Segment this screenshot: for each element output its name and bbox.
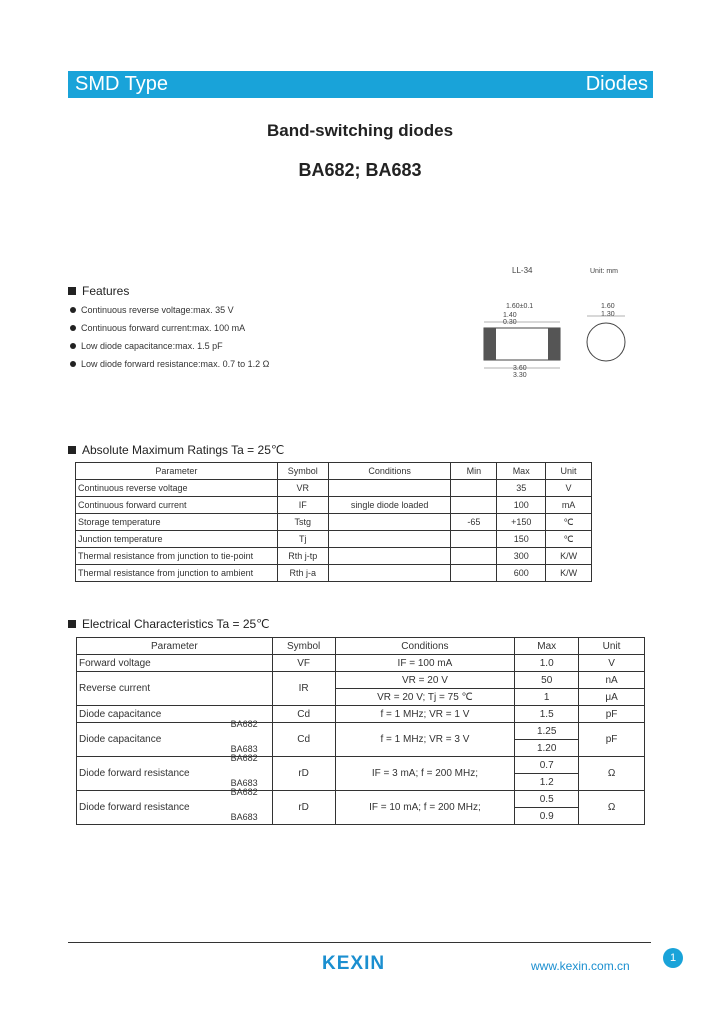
- table-row: 1.2: [77, 774, 645, 791]
- part-numbers: BA682; BA683: [298, 160, 422, 180]
- dim-len2: 3.30: [513, 372, 527, 379]
- dim-d1: 1.60±0.1: [506, 303, 534, 310]
- package-unit: Unit: mm: [590, 268, 618, 275]
- table-row: Continuous forward current IF single diode loaded 100 mA: [76, 497, 592, 514]
- kexin-logo: KEXIN: [322, 953, 386, 974]
- table-row: Forward voltage VF IF = 100 mA 1.0 V: [77, 655, 645, 672]
- package-drawing: [470, 290, 640, 380]
- header-type: SMD Type: [75, 73, 168, 95]
- header-category: Diodes: [585, 73, 648, 95]
- table-row: Diode capacitance Cd f = 1 MHz; VR = 1 V 1.5 pF: [77, 706, 645, 723]
- table-header-row: Parameter Symbol Conditions Min Max Unit: [76, 463, 592, 480]
- table-row: 1.20: [77, 740, 645, 757]
- abs-max-heading: Absolute Maximum Ratings Ta = 25℃: [68, 443, 284, 457]
- elec-table: [76, 637, 645, 825]
- bullet-dot-icon: [70, 361, 76, 367]
- features-heading: Features: [68, 284, 129, 298]
- footer-url[interactable]: www.kexin.com.cn: [531, 959, 630, 973]
- dim-d3: 0.30: [503, 319, 517, 326]
- bullet-dot-icon: [70, 343, 76, 349]
- dim-dia1: 1.60: [601, 303, 615, 310]
- table-row: Thermal resistance from junction to tie-point Rth j-tp 300 K/W: [76, 548, 592, 565]
- feature-item: Continuous forward current:max. 100 mA: [70, 323, 245, 333]
- feature-item: Continuous reverse voltage:max. 35 V: [70, 305, 234, 315]
- table-row: Diode forward resistance BA682 BA683 rD IF = 10 mA; f = 200 MHz; 0.5 Ω: [77, 791, 645, 808]
- bullet-dot-icon: [70, 307, 76, 313]
- cap-param-cell: Diode capacitance BA682 BA683: [77, 723, 273, 757]
- table-header-row: Parameter Symbol Conditions Max Unit: [77, 638, 645, 655]
- table-row: Reverse current IR VR = 20 V 50 nA: [77, 672, 645, 689]
- feature-item: Low diode capacitance:max. 1.5 pF: [70, 341, 223, 351]
- dim-len1: 3.60: [513, 365, 527, 372]
- table-row: Storage temperature Tstg -65 +150 ℃: [76, 514, 592, 531]
- table-row: 0.9: [77, 808, 645, 825]
- dim-dia2: 1.30: [601, 311, 615, 318]
- res-param-cell: Diode forward resistance BA682 BA683: [77, 757, 273, 791]
- abs-max-table: [75, 462, 592, 582]
- bullet-dot-icon: [70, 325, 76, 331]
- bullet-square-icon: [68, 620, 76, 628]
- package-name: LL-34: [512, 266, 533, 275]
- table-row: VR = 20 V; Tj = 75 ℃ 1 μA: [77, 689, 645, 706]
- bullet-square-icon: [68, 287, 76, 295]
- table-row: Diode capacitance BA682 BA683 Cd f = 1 MHz; VR = 3 V 1.25 pF: [77, 723, 645, 740]
- footer-divider: [68, 942, 651, 943]
- header-banner: [68, 71, 653, 98]
- dim-d2: 1.40: [503, 312, 517, 319]
- elec-heading: Electrical Characteristics Ta = 25℃: [68, 617, 270, 631]
- res-param-cell: Diode forward resistance BA682 BA683: [77, 791, 273, 825]
- feature-item: Low diode forward resistance:max. 0.7 to 1.2 Ω: [70, 359, 269, 369]
- table-row: Continuous reverse voltage VR 35 V: [76, 480, 592, 497]
- bullet-square-icon: [68, 446, 76, 454]
- table-row: Diode forward resistance BA682 BA683 rD IF = 3 mA; f = 200 MHz; 0.7 Ω: [77, 757, 645, 774]
- page-title: Band-switching diodes: [266, 121, 454, 140]
- table-row: Thermal resistance from junction to ambient Rth j-a 600 K/W: [76, 565, 592, 582]
- table-row: Junction temperature Tj 150 ℃: [76, 531, 592, 548]
- page-number: 1: [663, 948, 683, 968]
